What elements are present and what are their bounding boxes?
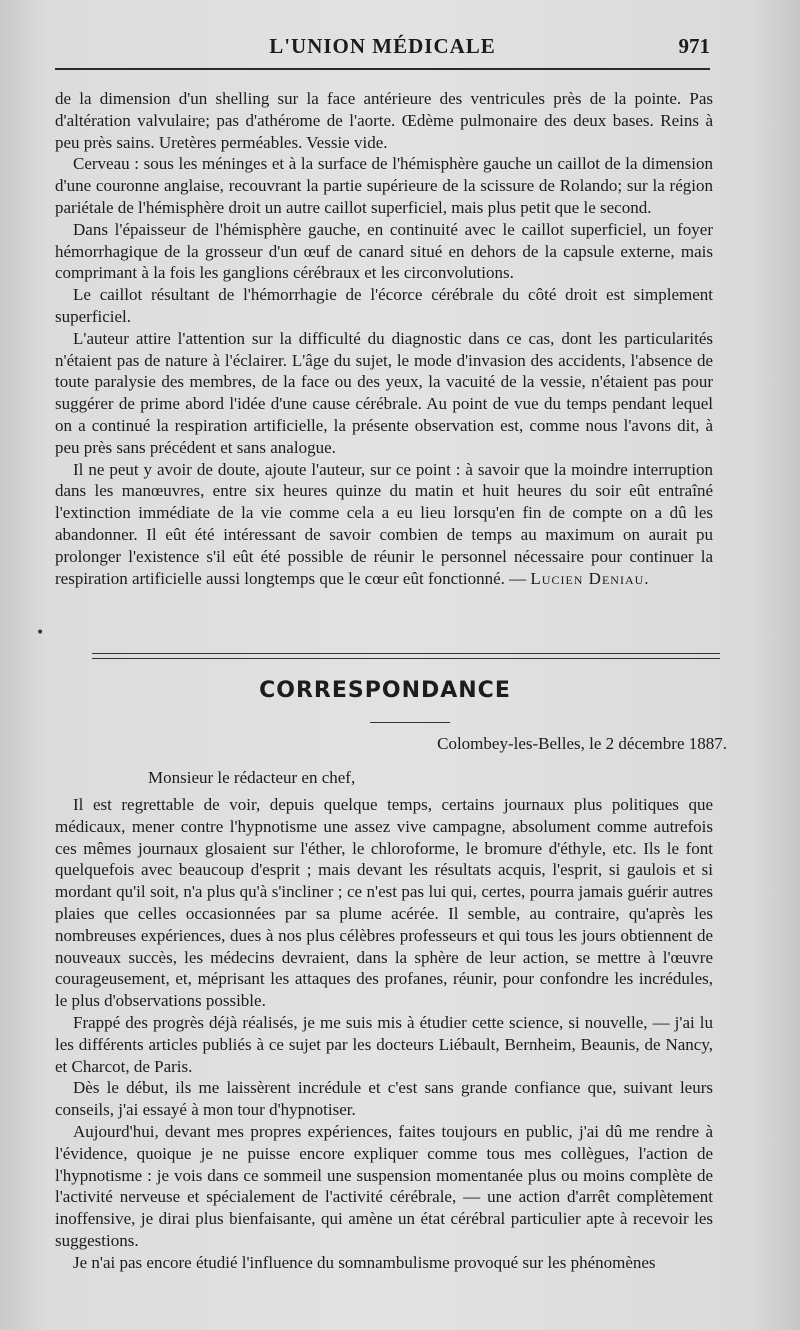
header-rule [55,68,710,70]
journal-title: L'UNION MÉDICALE [269,34,496,58]
paragraph: Le caillot résultant de l'hémorrhagie de l'écorce cérébrale du côté droit est simplement superficiel. [55,285,713,326]
paragraph: Il est regrettable de voir, depuis quelque temps, certains journaux plus politiques que médicaux, mener contre l'hypnotisme une assez vive campagne, absolument comme autrefois ces mêmes journaux glosaient sur l'éther, le chloroforme, le bromure d'éthyle, etc. Ils le font quelquefois avec beaucoup d'esprit ; mais devant les résultats acquis, l'esprit, si gaulois et si mordant qu'il soit, n'a plus qu'à s'incliner ; ce n'est pas lui qui, certes, pourra jamais guérir autres plaies que celles occasionnées par sa plume acérée. Il semble, au contraire, qu'après les nombreuses expériences, dues à nos plus célèbres professeurs et qui tous les jours obtiennent de nouveaux succès, les médecins devraient, dans la sphère de leur action, se mettre à l'œuvre courageusement, et, méprisant les attaques des profanes, réunir, pour confondre les incrédules, le plus d'observations possible. [55,795,713,1011]
running-header [55,34,710,62]
article-body [55,88,713,589]
paragraph: L'auteur attire l'attention sur la difficulté du diagnostic dans ce cas, dont les particularités n'étaient pas de nature à l'éclairer. L'âge du sujet, le mode d'invasion des accidents, l'absence de toute paralysie des membres, de la face ou des yeux, la vacuité de la vessie, n'étaient pas pour suggérer de prime abord l'idée d'une cause cérébrale. Au point de vue du temps pendant lequel on a continué la respiration artificielle, la présente observation est, comme nous l'avons dit, à peu près sans précédent et sans analogue. [55,328,713,457]
paragraph: Dès le début, ils me laissèrent incrédule et c'est sans grande confiance que, suivant leurs conseils, j'ai essayé à mon tour d'hypnotiser. [55,1078,713,1120]
paragraph-with-signature [55,459,713,590]
paragraph: Frappé des progrès déjà réalisés, je me suis mis à étudier cette science, si nouvelle, — j'ai lu les différents articles publiés à ce sujet par les docteurs Liébault, Bernheim, Beaunis, de Nancy, et Charcot, de Paris. [55,1012,713,1076]
letter-dateline: Colombey-les-Belles, le 2 décembre 1887. [437,734,727,753]
letter-body [55,794,713,1274]
title-ornament [370,722,450,723]
paragraph: Il ne peut y avoir de doute, ajoute l'auteur, sur ce point : à savoir que la moindre interruption dans les manœuvres, entre six heures quinze du matin et huit heures du soir eût entraîné l'extinction immédiate de la vie comme cela a eu lieu lorsqu'en fin de compte on a dû les abandonner. Il eût été intéressant de savoir combien de temps au maximum on aurait pu prolonger l'existence s'il eût été possible de réunir le personnel nécessaire pour continuer la respiration artificielle aussi longtemps que le cœur eût fonctionné. — [55,459,713,588]
paragraph: Dans l'épaisseur de l'hémisphère gauche, en continuité avec le caillot superficiel, un foyer hémorrhagique de la grosseur d'un œuf de canard situé en dehors de la capsule externe, mais comprimant à la fois les ganglions cérébraux et les circonvolutions. [55,219,713,283]
margin-dot: • [36,625,45,641]
section-divider [92,653,720,659]
section-title: CORRESPONDANCE [259,678,511,703]
paragraph: de la dimension d'un shelling sur la face antérieure des ventricules près de la pointe. Pas d'altération valvulaire; pas d'athérome de l'aorte. Œdème pulmonaire des deux bases. Reins à peu près sains. Uretères perméables. Vessie vide. [55,89,713,152]
page-number: 971 [678,34,710,58]
author-signature: Lucien Deniau. [530,568,650,588]
paragraph: Cerveau : sous les méninges et à la surface de l'hémisphère gauche un caillot de la dimension d'une couronne anglaise, recouvrant la partie supérieure de la scissure de Rolando; sur la région pariétale de l'hémisphère droit un autre caillot superficiel, mais plus petit que le second. [55,154,713,217]
paragraph: Je n'ai pas encore étudié l'influence du somnambulisme provoqué sur les phénomènes [73,1252,656,1272]
paragraph: Aujourd'hui, devant mes propres expériences, faites toujours en public, j'ai dû me rendre à l'évidence, quoique je ne puisse encore expliquer comme tous mes collègues, l'action de l'hypnotisme : je vois dans ce sommeil une suspension momentanée plus ou moins complète de l'activité nerveuse et spécialement de l'activité cérébrale, — une action d'arrêt complètement inoffensive, je dirai plus bienfaisante, qui amène un état cérébral particulier apte à recevoir les suggestions. [55,1121,713,1250]
letter-salutation: Monsieur le rédacteur en chef, [148,768,356,787]
